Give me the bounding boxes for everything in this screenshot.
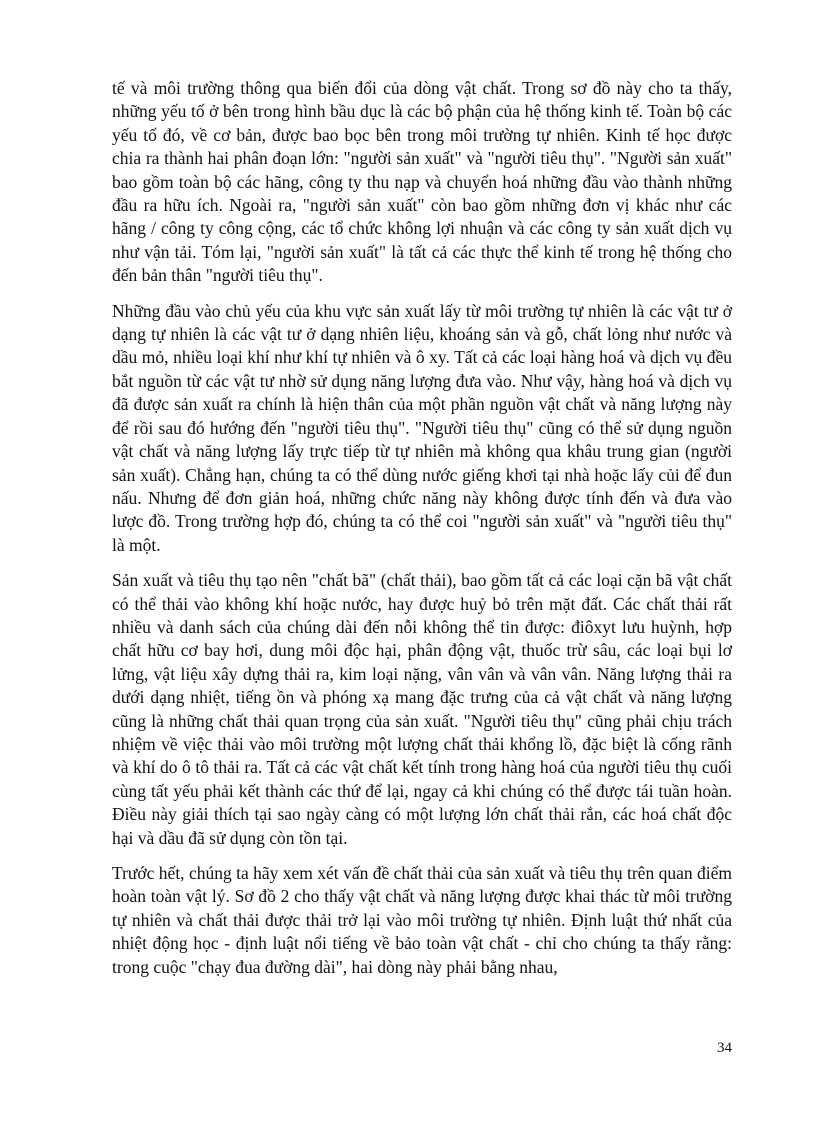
paragraph-1: tế và môi trường thông qua biến đổi của dòng vật chất. Trong sơ đồ này cho ta thấy, những yếu tố ở bên trong hình bầu dục là các bộ phận của hệ thống kinh tế. Toàn bộ các yếu tố đó, về cơ bản, được bao bọc bên trong môi trường tự nhiên. Kinh tế học được chia ra thành hai phân đoạn lớn: "người sản xuất" và "người tiêu thụ". "Người sản xuất" bao gồm toàn bộ các hãng, công ty thu nạp và chuyển hoá những đầu vào thành những đầu ra hữu ích. Ngoài ra, "người sản xuất" còn bao gồm những đơn vị khác như các hãng / công ty công cộng, các tổ chức không lợi nhuận và các công ty sản xuất dịch vụ như vận tải. Tóm lại, "người sản xuất" là tất cả các thực thể kinh tế trong hệ thống cho đến bản thân "người tiêu thụ".	[112, 78, 732, 286]
page-body	[112, 77, 732, 991]
paragraph-2: Những đầu vào chủ yếu của khu vực sản xuất lấy từ môi trường tự nhiên là các vật tư ở dạng tự nhiên là các vật tư ở dạng nhiên liệu, khoáng sản và gỗ, chất lỏng như nước và dầu mỏ, nhiều loại khí như khí tự nhiên và ô xy. Tất cả các loại hàng hoá và dịch vụ đều bắt nguồn từ các vật tư nhờ sử dụng năng lượng đưa vào. Như vậy, hàng hoá và dịch vụ đã được sản xuất ra chính là hiện thân của một phần nguồn vật chất và năng lượng này để rồi sau đó hướng đến "người tiêu thụ". "Người tiêu thụ" cũng có thể sử dụng nguồn vật chất và năng lượng lấy trực tiếp từ tự nhiên mà không qua khâu trung gian (người sản xuất). Chẳng hạn, chúng ta có thể dùng nước giếng khơi tại nhà hoặc lấy củi để đun nấu. Nhưng để đơn giản hoá, những chức năng này không được tính đến và đưa vào lược đồ. Trong trường hợp đó, chúng ta có thể coi "người sản xuất" và "người tiêu thụ" là một.	[112, 300, 732, 555]
paragraph-4: Trước hết, chúng ta hãy xem xét vấn đề chất thải của sản xuất và tiêu thụ trên quan điểm hoàn toàn vật lý. Sơ đồ 2 cho thấy vật chất và năng lượng được khai thác từ môi trường tự nhiên và chất thải được thải trở lại vào môi trường tự nhiên. Định luật thứ nhất của nhiệt động học - định luật nổi tiếng về bảo toàn vật chất - chỉ cho chúng ta thấy rằng: trong cuộc "chạy đua đường dài", hai dòng này phải bằng nhau,	[112, 863, 732, 977]
page-number: 34	[717, 1040, 732, 1056]
paragraph-3: Sản xuất và tiêu thụ tạo nên "chất bã" (chất thải), bao gồm tất cả các loại cặn bã vật chất có thể thải vào không khí hoặc nước, hay được huỷ bỏ trên mặt đất. Các chất thải rất nhiều và danh sách của chúng dài đến nỗi không thể tin được: điôxyt lưu huỳnh, hợp chất hữu cơ bay hơi, dung môi độc hại, phân động vật, thuốc trừ sâu, các loại bụi lơ lửng, vật liệu xây dựng thải ra, kim loại nặng, vân vân và vân vân. Năng lượng thải ra dưới dạng nhiệt, tiếng ồn và phóng xạ mang đặc trưng của cả vật chất và năng lượng cũng là những chất thải quan trọng của sản xuất. "Người tiêu thụ" cũng phải chịu trách nhiệm về việc thải vào môi trường một lượng chất thải khổng lồ, đặc biệt là cống rãnh và khí do ô tô thải ra. Tất cả các vật chất kết tính trong hàng hoá của người tiêu thụ cuối cùng tất yếu phải kết thành các thứ để lại, ngay cả khi chúng có thể được tái tuần hoàn. Điều này giải thích tại sao ngày càng có một lượng lớn chất thải rắn, các hoá chất độc hại và dầu đã sử dụng còn tồn tại.	[112, 570, 732, 848]
